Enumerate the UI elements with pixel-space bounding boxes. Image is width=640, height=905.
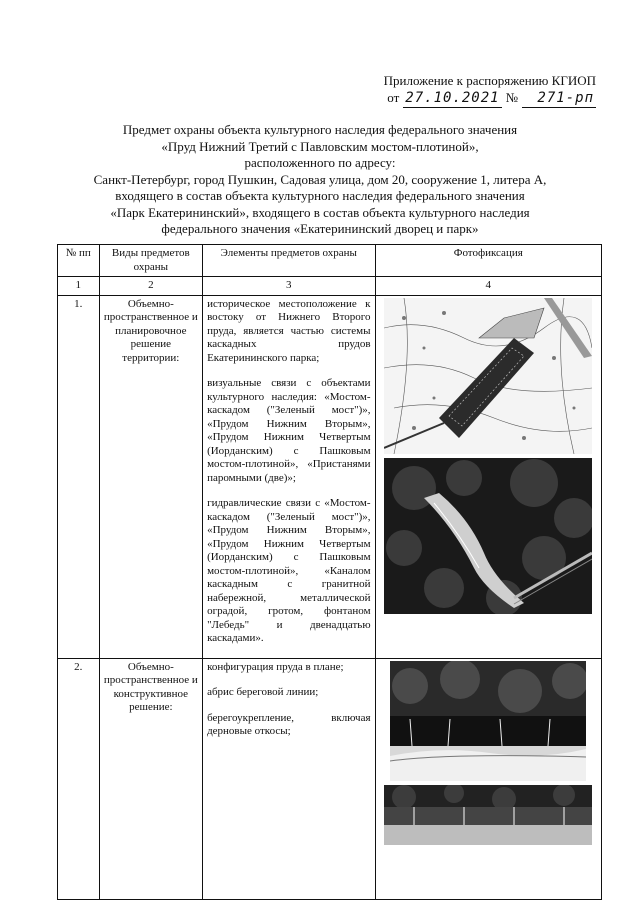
- header-number: № пп: [58, 245, 100, 277]
- site-plan-image: [384, 298, 592, 454]
- column-number: 3: [203, 277, 375, 296]
- title-line: Санкт-Петербург, город Пушкин, Садовая улица, дом 20, сооружение 1, литера А,: [93, 171, 547, 187]
- element-item: гидравлические связи с «Мостом-каскадом ("Зеленый мост")», «Прудом Нижним Вторым», «Прудом Нижним Четвертым (Иорданским) с Пашковым мостом-плотиной», «Каналом каскадным с гранитной набережной, металлической оградой, гротом, фонтаном "Лебедь" и двенадцатью каскадами».: [207, 497, 371, 644]
- element-item: историческое местоположение к востоку от Нижнего Второго пруда, является частью системы каскадных прудов Екатерининского парка;: [207, 297, 371, 364]
- title-line: расположенного по адресу:: [244, 155, 396, 170]
- header-photo: Фотофиксация: [375, 245, 601, 277]
- element-item: визуальные связи с объектами культурного наследия: «Мостом-каскадом ("Зеленый мост")», «Прудом Нижним Вторым», «Прудом Нижним Четвертым (Иорданским) с Пашковым мостом-плотиной», «Пристанями паромными (две)»;: [207, 377, 371, 484]
- title-line: «Пруд Нижний Третий с Павловским мостом-плотиной»,: [161, 138, 479, 154]
- title-line: федерального значения «Екатерининский дворец и парк»: [161, 221, 479, 236]
- pond-panorama-photo: [384, 785, 592, 845]
- title-line: входящего в состав объекта культурного наследия федерального значения: [115, 188, 525, 203]
- element-item: абрис береговой линии;: [207, 686, 319, 698]
- table-row: [58, 658, 602, 899]
- handwritten-date: 27.10.2021: [405, 90, 500, 106]
- protection-table: [57, 244, 602, 900]
- row-photos: [375, 658, 601, 899]
- row-photos: [375, 295, 601, 658]
- element-item: конфигурация пруда в плане;: [207, 660, 344, 673]
- row-kind: Объемно-пространственное и конструктивное решение:: [99, 658, 202, 899]
- document-title: [60, 122, 580, 238]
- column-number: 1: [58, 277, 100, 296]
- order-date-number: [384, 89, 596, 108]
- row-elements: [203, 295, 375, 658]
- title-line: Предмет охраны объекта культурного наследия федерального значения: [122, 122, 518, 137]
- from-prefix: от: [387, 90, 400, 105]
- row-elements: [203, 658, 375, 899]
- appendix-header: [384, 72, 596, 108]
- column-number-row: [58, 277, 602, 296]
- row-number: 1.: [58, 295, 100, 658]
- header-kind: Виды предметов охраны: [99, 245, 202, 277]
- title-line: «Парк Екатерининский», входящего в состав объекта культурного наследия: [110, 204, 530, 220]
- row-kind: Объемно-пространственное и планировочное решение территории:: [99, 295, 202, 658]
- appendix-label: Приложение к распоряжению КГИОП: [383, 73, 596, 88]
- element-item: берегоукрепление, включая дерновые откосы;: [207, 711, 371, 737]
- handwritten-number: 271-рп: [522, 90, 596, 108]
- number-prefix: №: [505, 90, 518, 105]
- pond-shore-photo: [390, 661, 586, 781]
- column-number: 2: [99, 277, 202, 296]
- table-row: [58, 295, 602, 658]
- table-header-row: [58, 245, 602, 277]
- pond-aerial-photo: [384, 458, 592, 614]
- column-number: 4: [375, 277, 601, 296]
- header-elements: Элементы предметов охраны: [203, 245, 375, 277]
- row-number: 2.: [58, 658, 100, 899]
